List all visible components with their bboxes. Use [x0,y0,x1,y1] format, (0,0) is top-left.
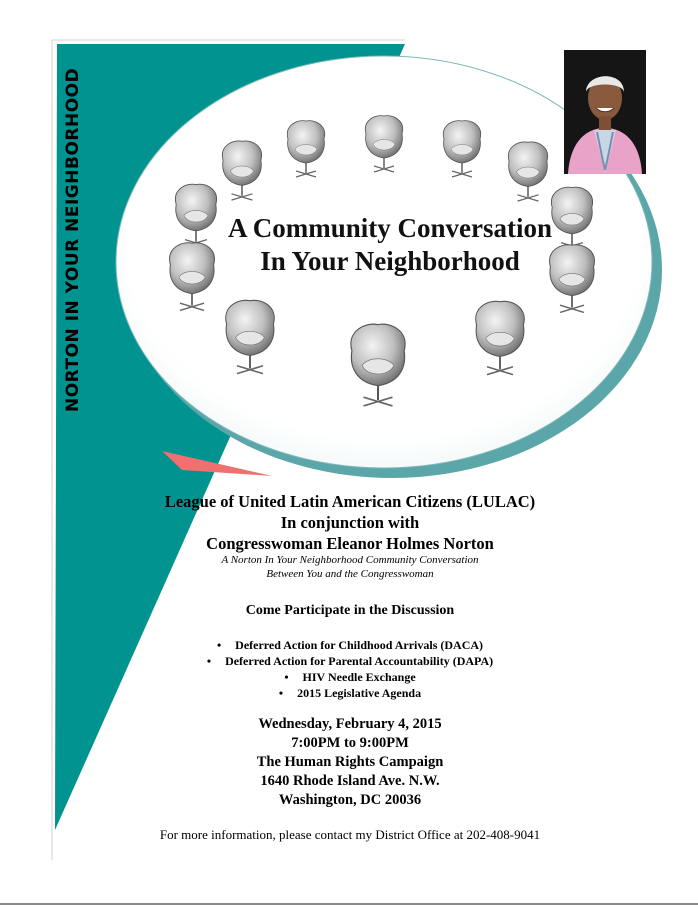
event-details [110,715,590,810]
list-item: • 2015 Legislative Agenda [100,685,600,701]
contact-info: For more information, please contact my District Office at 202-408-9041 [159,827,541,842]
topic-list [100,637,600,701]
page-title [190,212,590,278]
event-city: Washington, DC 20036 [278,792,422,808]
bottom-divider [0,903,698,905]
list-item: • Deferred Action for Childhood Arrivals (DACA) [100,637,600,653]
event-venue: The Human Rights Campaign [256,754,444,770]
vertical-title: NORTON IN YOUR NEIGHBORHOOD [63,67,83,412]
event-time: 7:00PM to 9:00PM [291,735,409,751]
subtitle-line-2: Between You and the Congresswoman [266,568,434,580]
congresswoman-photo [564,50,646,174]
subtitle-line-1: A Norton In Your Neighborhood Community Conversation [221,554,479,566]
title-line-2: In Your Neighborhood [260,246,520,276]
subtitle-block [110,553,590,581]
call-to-action: Come Participate in the Discussion [245,603,455,618]
organizers-block [110,491,590,554]
organizer-line-2: In conjunction with [280,513,420,532]
list-item: • Deferred Action for Parental Accountability (DAPA) [100,653,600,669]
list-item: • HIV Needle Exchange [100,669,600,685]
organizer-line-3: Congresswoman Eleanor Holmes Norton [206,534,494,553]
title-line-1: A Community Conversation [227,213,552,243]
organizer-line-1: League of United Latin American Citizens (LULAC) [164,492,536,511]
event-date: Wednesday, February 4, 2015 [258,716,442,732]
event-address: 1640 Rhode Island Ave. N.W. [260,773,440,789]
